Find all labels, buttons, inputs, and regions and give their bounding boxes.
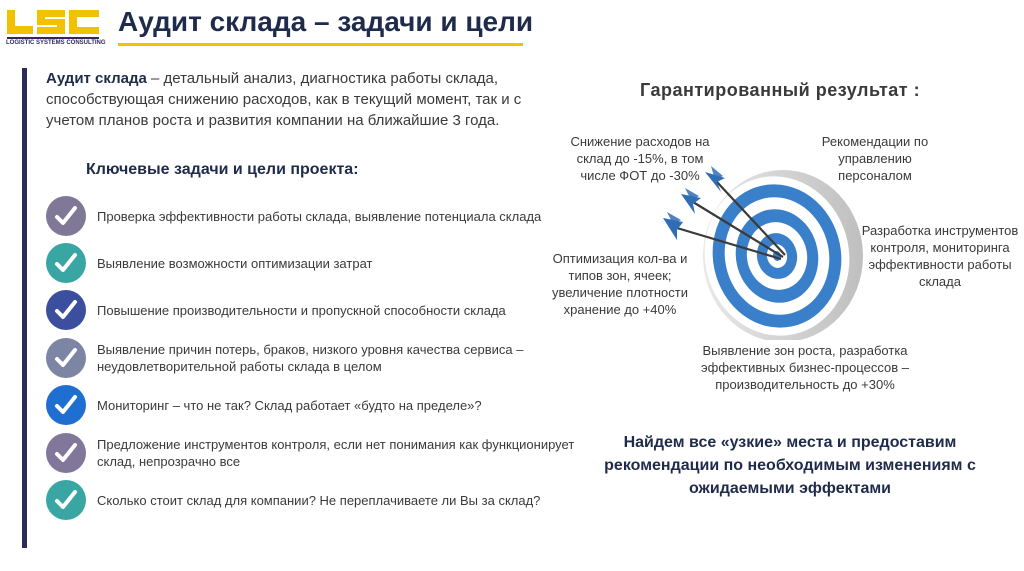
- task-item: [46, 289, 586, 331]
- intro-term: Аудит склада: [46, 70, 147, 87]
- task-text: Выявление возможности оптимизации затрат: [97, 255, 373, 271]
- checkmark-icon: [46, 290, 86, 330]
- result-label-control: Разработка инструментов контроля, мониторинга эффективности работы склада: [861, 223, 1019, 289]
- call-to-action: Найдем все «узкие» места и предоставим рекомендации по необходимым изменениям с ожидаемыми эффектами: [604, 434, 976, 497]
- title-underline: [118, 43, 523, 46]
- logo-caption: LOGISTIC SYSTEMS CONSULTING: [6, 40, 106, 46]
- checkmark-icon: [46, 480, 86, 520]
- task-item: [46, 384, 586, 426]
- intro-text: – детальный анализ, диагностика работы склада, способствующая снижению расходов, как в текущий момент, так и с учетом планов роста и развития компании на ближайшие 3 года.: [46, 70, 522, 129]
- result-label-staff: Рекомендации по управлению персоналом: [821, 134, 929, 183]
- target-darts-icon: [655, 160, 870, 340]
- checkmark-icon: [46, 243, 86, 283]
- checkmark-icon: [46, 385, 86, 425]
- task-item: [46, 432, 586, 474]
- result-label-cost: Снижение расходов на склад до -15%, в том числе ФОТ до -30%: [570, 134, 710, 183]
- result-label-storage: Оптимизация кол-ва и типов зон, ячеек; увеличение плотности хранение до +40%: [552, 251, 688, 317]
- task-text: Проверка эффективности работы склада, выявление потенциала склада: [97, 208, 542, 224]
- task-text: Повышение производительности и пропускной способности склада: [97, 302, 506, 318]
- left-accent-bar: [22, 68, 27, 548]
- task-item: [46, 337, 586, 379]
- intro-paragraph: [46, 68, 556, 131]
- checkmark-icon: [46, 338, 86, 378]
- task-text: Сколько стоит склад для компании? Не переплачиваете ли Вы за склад?: [97, 492, 541, 508]
- task-text: Выявление причин потерь, браков, низкого уровня качества сервиса – неудовлетворительной работы склада в целом: [97, 342, 524, 374]
- result-heading: Гарантированный результат :: [640, 80, 921, 100]
- task-item: [46, 479, 586, 521]
- task-text: Мониторинг – что не так? Склад работает «будто на пределе»?: [97, 397, 482, 413]
- checkmark-icon: [46, 433, 86, 473]
- task-item: [46, 242, 586, 284]
- task-item: [46, 195, 586, 237]
- tasks-heading: Ключевые задачи и цели проекта:: [86, 161, 359, 178]
- checkmark-icon: [46, 196, 86, 236]
- result-label-growth: Выявление зон роста, разработка эффективных бизнес-процессов – производительность до +30%: [701, 343, 909, 392]
- page-title: Аудит склада – задачи и цели: [118, 6, 534, 37]
- task-text: Предложение инструментов контроля, если нет понимания как функционирует склад, непрозрачно все: [97, 437, 575, 469]
